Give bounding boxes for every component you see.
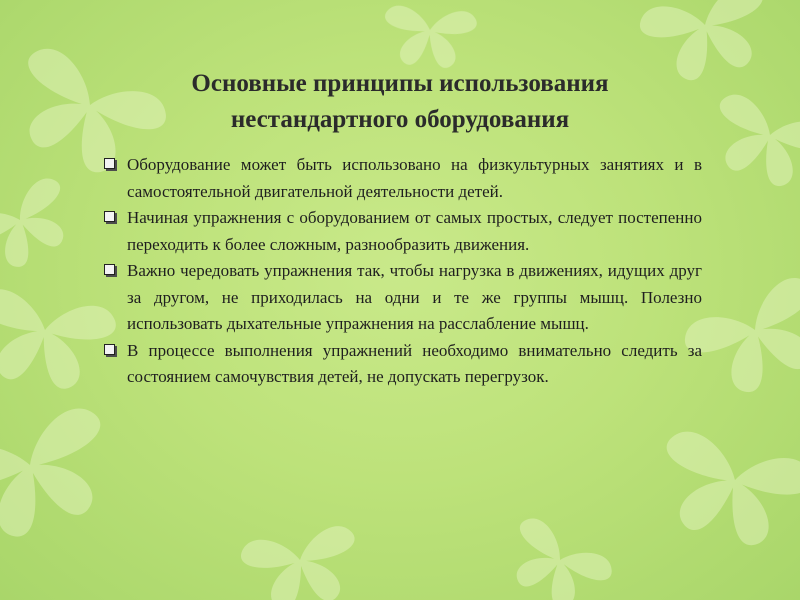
- bullet-item: [100, 205, 702, 258]
- title-line-1: Основные принципы использования: [191, 70, 609, 97]
- bullet-text: Начиная упражнения с оборудованием от самых простых, следует постепенно переходить к более сложным, разнообразить движения.: [127, 208, 702, 254]
- bullet-list: [100, 152, 702, 391]
- bullet-text: Оборудование может быть использовано на физкультурных занятиях и в самостоятельной двигательной деятельности детей.: [127, 155, 702, 201]
- butterfly-icon: [239, 523, 365, 600]
- bullet-item: [100, 258, 702, 338]
- butterfly-icon: [700, 90, 800, 198]
- slide-title: [100, 66, 700, 138]
- bullet-item: [100, 152, 702, 205]
- butterfly-icon: [381, 4, 478, 70]
- checkbox-square-icon: [104, 211, 115, 222]
- checkbox-square-icon: [104, 158, 115, 169]
- butterfly-icon: [495, 513, 617, 600]
- butterfly-icon: [647, 427, 800, 557]
- checkbox-square-icon: [104, 344, 115, 355]
- bullet-item: [100, 338, 702, 391]
- checkbox-square-icon: [104, 264, 115, 275]
- butterfly-icon: [0, 402, 128, 553]
- bullet-text: Важно чередовать упражнения так, чтобы нагрузка в движениях, идущих друг за другом, не приходилась на одни и те же группы мышц. Полезно использовать дыхательные упражнения на расслабление мышц.: [127, 261, 702, 333]
- bullet-text: В процессе выполнения упражнений необходимо внимательно следить за состоянием самочувствия детей, не допускать перегрузок.: [127, 340, 702, 386]
- butterfly-icon: [0, 173, 85, 281]
- title-line-2: нестандартного оборудования: [230, 106, 570, 133]
